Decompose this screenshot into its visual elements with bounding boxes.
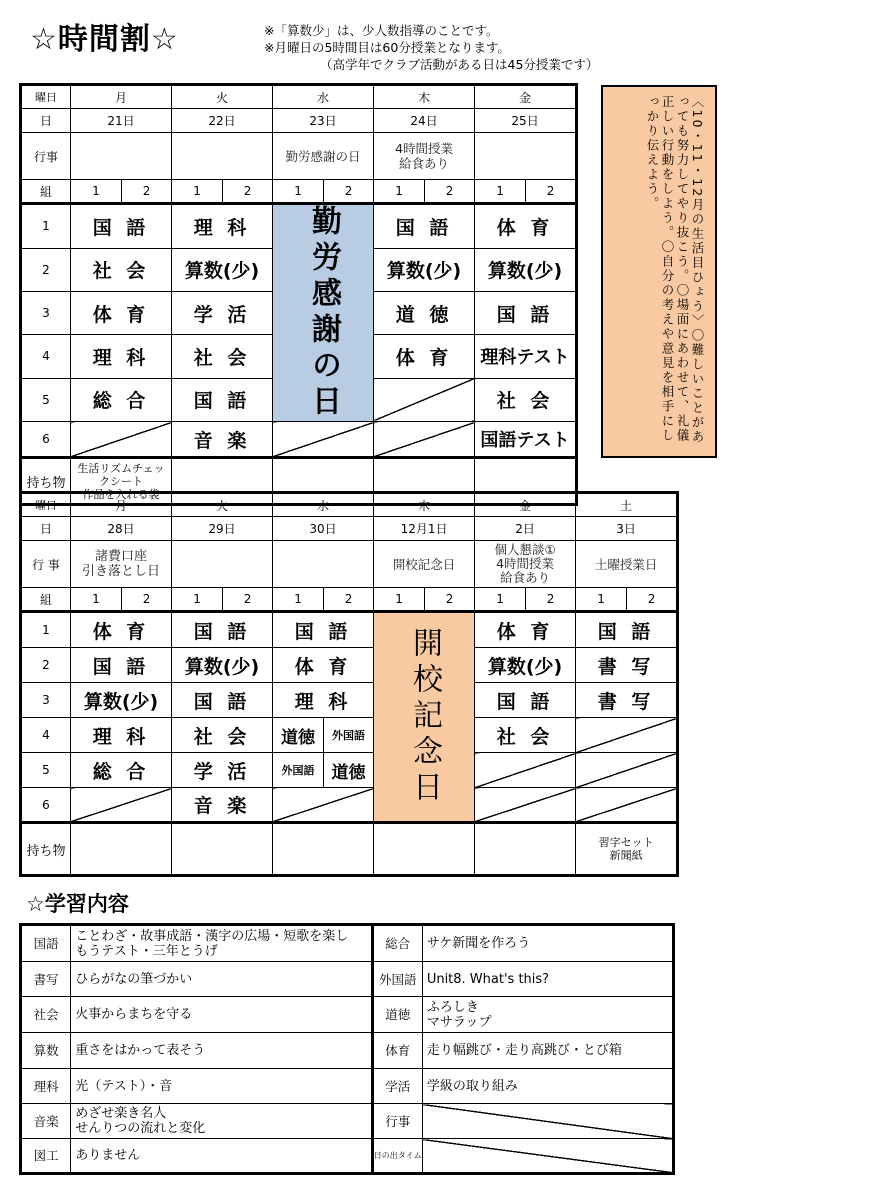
period-2: 2 — [21, 248, 71, 291]
w1-thu-p3: 道 徳 — [374, 291, 475, 334]
learn-content-doutoku-line1: ふろしき — [426, 999, 479, 1015]
learning-title: ☆学習内容 — [26, 892, 129, 916]
learn-subject-sougou: 総合 — [372, 925, 422, 962]
w2-fri-p4: 社 会 — [475, 718, 576, 753]
w1-fri-p3: 国 語 — [475, 291, 577, 334]
monthly-goal-box — [601, 85, 717, 458]
learn-subject-taiiku: 体育 — [372, 1033, 422, 1069]
period-6: 6 — [21, 422, 71, 458]
class-2: 2 — [425, 180, 475, 204]
day-mon: 月 — [71, 493, 172, 517]
w1-wed-p6-empty — [273, 422, 374, 458]
class-1: 1 — [273, 588, 324, 612]
page-title: ☆時間割☆ — [30, 22, 179, 57]
w2-mon-p4: 理 科 — [71, 718, 172, 753]
class-2: 2 — [324, 588, 374, 612]
event-thu-line1: 4時間授業 — [395, 141, 454, 156]
period-1: 1 — [21, 204, 71, 249]
class-1: 1 — [374, 588, 425, 612]
w2-sat-p1: 国 語 — [576, 612, 678, 648]
header-youbi: 曜日 — [21, 85, 71, 109]
w2-tue-p6: 音 楽 — [172, 788, 273, 823]
note-club: （高学年でクラブ活動がある日は45分授業です） — [320, 57, 599, 72]
w1-holiday — [273, 204, 374, 422]
day-sat: 土 — [576, 493, 678, 517]
event-mon — [71, 133, 172, 180]
date-fri: 25日 — [475, 109, 577, 133]
w2-mon-p6-empty — [71, 788, 172, 823]
learn-subject-gakkatsu: 学活 — [372, 1069, 422, 1104]
period-5: 5 — [21, 753, 71, 788]
learn-subject-gaikokugo: 外国語 — [372, 962, 422, 997]
timetable-week1 — [19, 83, 578, 506]
event-mon-line2: 引き落とし日 — [82, 564, 161, 579]
learn-subject-doutoku: 道徳 — [372, 997, 422, 1033]
items-mon-line2: クシート — [99, 474, 143, 488]
w2-tue-p5: 学 活 — [172, 753, 273, 788]
event-fri-line3: 給食あり — [500, 570, 551, 585]
class-2: 2 — [324, 180, 374, 204]
w1-mon-p2: 社 会 — [71, 248, 172, 291]
header-gyouji: 行 事 — [21, 541, 71, 588]
w1-mon-p4: 理 科 — [71, 335, 172, 378]
w2-sat-p4-empty — [576, 718, 678, 753]
learn-content-doutoku-line2: マサラップ — [426, 1014, 492, 1030]
date-mon: 21日 — [71, 109, 172, 133]
w2-wed-p2: 体 育 — [273, 648, 374, 683]
w2-mon-p2: 国 語 — [71, 648, 172, 683]
day-tue: 火 — [172, 493, 273, 517]
w2-sat-p2: 書 写 — [576, 648, 678, 683]
day-fri: 金 — [475, 493, 576, 517]
items-thu — [374, 823, 475, 876]
learn-content-gakkatsu: 学級の取り組み — [422, 1069, 673, 1104]
learn-content-hinode-empty — [422, 1139, 673, 1174]
note-sansu: ※「算数少」は、少人数指導のことです。 — [264, 23, 499, 38]
date-tue: 22日 — [172, 109, 273, 133]
class-2: 2 — [223, 588, 273, 612]
date-mon: 28日 — [71, 517, 172, 541]
date-sat: 3日 — [576, 517, 678, 541]
learn-content-taiiku: 走り幅跳び・走り高跳び・とび箱 — [422, 1033, 673, 1069]
items-sat-line1: 習字セット — [598, 836, 654, 849]
w2-wed-p4-class1: 道徳 — [273, 718, 324, 753]
learn-content-rika: 光（テスト）・音 — [71, 1069, 372, 1104]
class-1: 1 — [374, 180, 425, 204]
event-thu-line2: 給食あり — [399, 156, 450, 171]
class-2: 2 — [425, 588, 475, 612]
w2-fri-p5-empty — [475, 753, 576, 788]
learn-content-shosha: ひらがなの筆づかい — [71, 962, 372, 997]
w1-mon-p3: 体 育 — [71, 291, 172, 334]
event-fri-line1: 個人懇談① — [494, 542, 556, 557]
header-hi: 日 — [21, 109, 71, 133]
items-fri — [475, 823, 576, 876]
w2-tue-p3: 国 語 — [172, 683, 273, 718]
event-tue — [172, 133, 273, 180]
w1-thu-p4: 体 育 — [374, 335, 475, 378]
class-2: 2 — [627, 588, 678, 612]
event-wed: 勤労感謝の日 — [273, 133, 374, 180]
event-fri — [475, 133, 577, 180]
period-6: 6 — [21, 788, 71, 823]
event-fri-line2: 4時間授業 — [496, 556, 555, 571]
w2-wed-p1: 国 語 — [273, 612, 374, 648]
event-mon-line1: 諸費口座 — [95, 549, 148, 564]
w1-fri-p5: 社 会 — [475, 378, 577, 421]
event-mon — [71, 541, 172, 588]
learning-table — [19, 923, 675, 1175]
learn-content-gaikokugo: Unit8. What's this? — [422, 962, 673, 997]
learn-content-gyouji-empty — [422, 1104, 673, 1139]
day-tue: 火 — [172, 85, 273, 109]
period-1: 1 — [21, 612, 71, 648]
w2-holiday — [374, 612, 475, 823]
learn-subject-sansu: 算数 — [21, 1033, 71, 1069]
header-hi: 日 — [21, 517, 71, 541]
day-wed: 水 — [273, 493, 374, 517]
w2-sat-p5-empty — [576, 753, 678, 788]
w1-thu-p1: 国 語 — [374, 204, 475, 249]
w2-fri-p6-empty — [475, 788, 576, 823]
w2-holiday-text: 開校記念日 — [407, 627, 443, 807]
date-wed: 30日 — [273, 517, 374, 541]
items-wed — [273, 823, 374, 876]
learn-subject-zukou: 図工 — [21, 1139, 71, 1174]
class-2: 2 — [122, 588, 172, 612]
day-mon: 月 — [71, 85, 172, 109]
class-1: 1 — [172, 180, 223, 204]
w1-mon-p6-empty — [71, 422, 172, 458]
items-mon-line1: 生活リズムチェッ — [77, 461, 165, 475]
event-fri — [475, 541, 576, 588]
day-fri: 金 — [475, 85, 577, 109]
w2-wed-p4-class2: 外国語 — [324, 718, 374, 753]
class-1: 1 — [576, 588, 627, 612]
w2-wed-p6-empty — [273, 788, 374, 823]
w2-fri-p3: 国 語 — [475, 683, 576, 718]
w2-wed-p5-class1: 外国語 — [273, 753, 324, 788]
w1-fri-p4: 理科テスト — [475, 335, 577, 378]
class-1: 1 — [172, 588, 223, 612]
w2-fri-p1: 体 育 — [475, 612, 576, 648]
w2-mon-p3: 算数(少) — [71, 683, 172, 718]
timetable-week2 — [19, 491, 679, 877]
learn-content-shakai: 火事からまちを守る — [71, 997, 372, 1033]
w1-tue-p5: 国 語 — [172, 378, 273, 421]
w1-thu-p5-empty — [374, 378, 475, 421]
learn-content-sansu: 重さをはかって表そう — [71, 1033, 372, 1069]
w2-tue-p2: 算数(少) — [172, 648, 273, 683]
w2-tue-p1: 国 語 — [172, 612, 273, 648]
items-mon — [71, 823, 172, 876]
period-5: 5 — [21, 378, 71, 421]
header-gyouji: 行事 — [21, 133, 71, 180]
items-mon-line3: 作品を入れる袋 — [82, 487, 160, 501]
learn-content-sougou: サケ新聞を作ろう — [422, 925, 673, 962]
w1-holiday-text: 勤労感謝の日 — [306, 205, 342, 421]
w1-mon-p5: 総 合 — [71, 378, 172, 421]
learn-content-ongaku — [71, 1104, 372, 1139]
learn-content-kokugo — [71, 925, 372, 962]
event-tue — [172, 541, 273, 588]
class-2: 2 — [526, 588, 576, 612]
w1-fri-p1: 体 育 — [475, 204, 577, 249]
w2-wed-p5-class2: 道徳 — [324, 753, 374, 788]
w1-fri-p2: 算数(少) — [475, 248, 577, 291]
period-3: 3 — [21, 683, 71, 718]
day-thu: 木 — [374, 493, 475, 517]
period-2: 2 — [21, 648, 71, 683]
class-1: 1 — [71, 588, 122, 612]
w2-mon-p1: 体 育 — [71, 612, 172, 648]
class-1: 1 — [475, 180, 526, 204]
w1-tue-p4: 社 会 — [172, 335, 273, 378]
class-1: 1 — [475, 588, 526, 612]
items-tue — [172, 823, 273, 876]
learn-content-kokugo-line1: ことわざ・故事成語・漢字の広場・短歌を楽し — [75, 928, 349, 944]
w1-tue-p1: 理 科 — [172, 204, 273, 249]
learn-content-ongaku-line1: めざせ楽き名人 — [75, 1106, 167, 1121]
learn-content-doutoku — [422, 997, 673, 1033]
w2-sat-p3: 書 写 — [576, 683, 678, 718]
class-2: 2 — [526, 180, 577, 204]
class-1: 1 — [273, 180, 324, 204]
w2-tue-p4: 社 会 — [172, 718, 273, 753]
w2-sat-p6-empty — [576, 788, 678, 823]
date-wed: 23日 — [273, 109, 374, 133]
w2-mon-p5: 総 合 — [71, 753, 172, 788]
learn-subject-gyouji: 行事 — [372, 1104, 422, 1139]
learn-content-zukou: ありません — [71, 1139, 372, 1174]
date-thu: 24日 — [374, 109, 475, 133]
w1-tue-p6: 音 楽 — [172, 422, 273, 458]
header-kumi: 組 — [21, 588, 71, 612]
w1-thu-p2: 算数(少) — [374, 248, 475, 291]
w1-thu-p6-empty — [374, 422, 475, 458]
header-kumi: 組 — [21, 180, 71, 204]
day-thu: 木 — [374, 85, 475, 109]
event-thu: 開校記念日 — [374, 541, 475, 588]
learn-content-kokugo-line2: もうテスト・三年とうげ — [75, 943, 218, 959]
class-1: 1 — [71, 180, 122, 204]
w1-tue-p2: 算数(少) — [172, 248, 273, 291]
w2-wed-p3: 理 科 — [273, 683, 374, 718]
period-4: 4 — [21, 718, 71, 753]
note-monday: ※月曜日の5時間目は60分授業となります。 — [264, 40, 510, 55]
learn-subject-kokugo: 国語 — [21, 925, 71, 962]
learn-subject-hinode: 日の出タイム — [372, 1139, 422, 1174]
event-thu — [374, 133, 475, 180]
w1-tue-p3: 学 活 — [172, 291, 273, 334]
monthly-goal-text: 〈10・11・12月の生活目ひょう〉〇難しいことがあっても努力してやり抜こう。〇場面にあわせて、礼儀正しい行動をしよう。〇自分の考えや意見を相手にしっかり伝えよう。 — [645, 95, 705, 445]
day-wed: 水 — [273, 85, 374, 109]
learn-subject-rika: 理科 — [21, 1069, 71, 1104]
learn-subject-shakai: 社会 — [21, 997, 71, 1033]
learn-subject-shosha: 書写 — [21, 962, 71, 997]
learn-content-ongaku-line2: せんりつの流れと変化 — [75, 1121, 206, 1136]
period-4: 4 — [21, 335, 71, 378]
w1-mon-p1: 国 語 — [71, 204, 172, 249]
event-wed — [273, 541, 374, 588]
learn-subject-ongaku: 音楽 — [21, 1104, 71, 1139]
items-sat-line2: 新聞紙 — [609, 849, 643, 862]
class-2: 2 — [122, 180, 172, 204]
event-sat: 土曜授業日 — [576, 541, 678, 588]
date-thu: 12月1日 — [374, 517, 475, 541]
date-tue: 29日 — [172, 517, 273, 541]
items-sat — [576, 823, 678, 876]
header-mochimono: 持ち物 — [21, 823, 71, 876]
w2-fri-p2: 算数(少) — [475, 648, 576, 683]
header-mochimono: 持ち物 — [21, 458, 71, 505]
period-3: 3 — [21, 291, 71, 334]
class-2: 2 — [223, 180, 273, 204]
w1-fri-p6: 国語テスト — [475, 422, 577, 458]
date-fri: 2日 — [475, 517, 576, 541]
header-youbi: 曜日 — [21, 493, 71, 517]
